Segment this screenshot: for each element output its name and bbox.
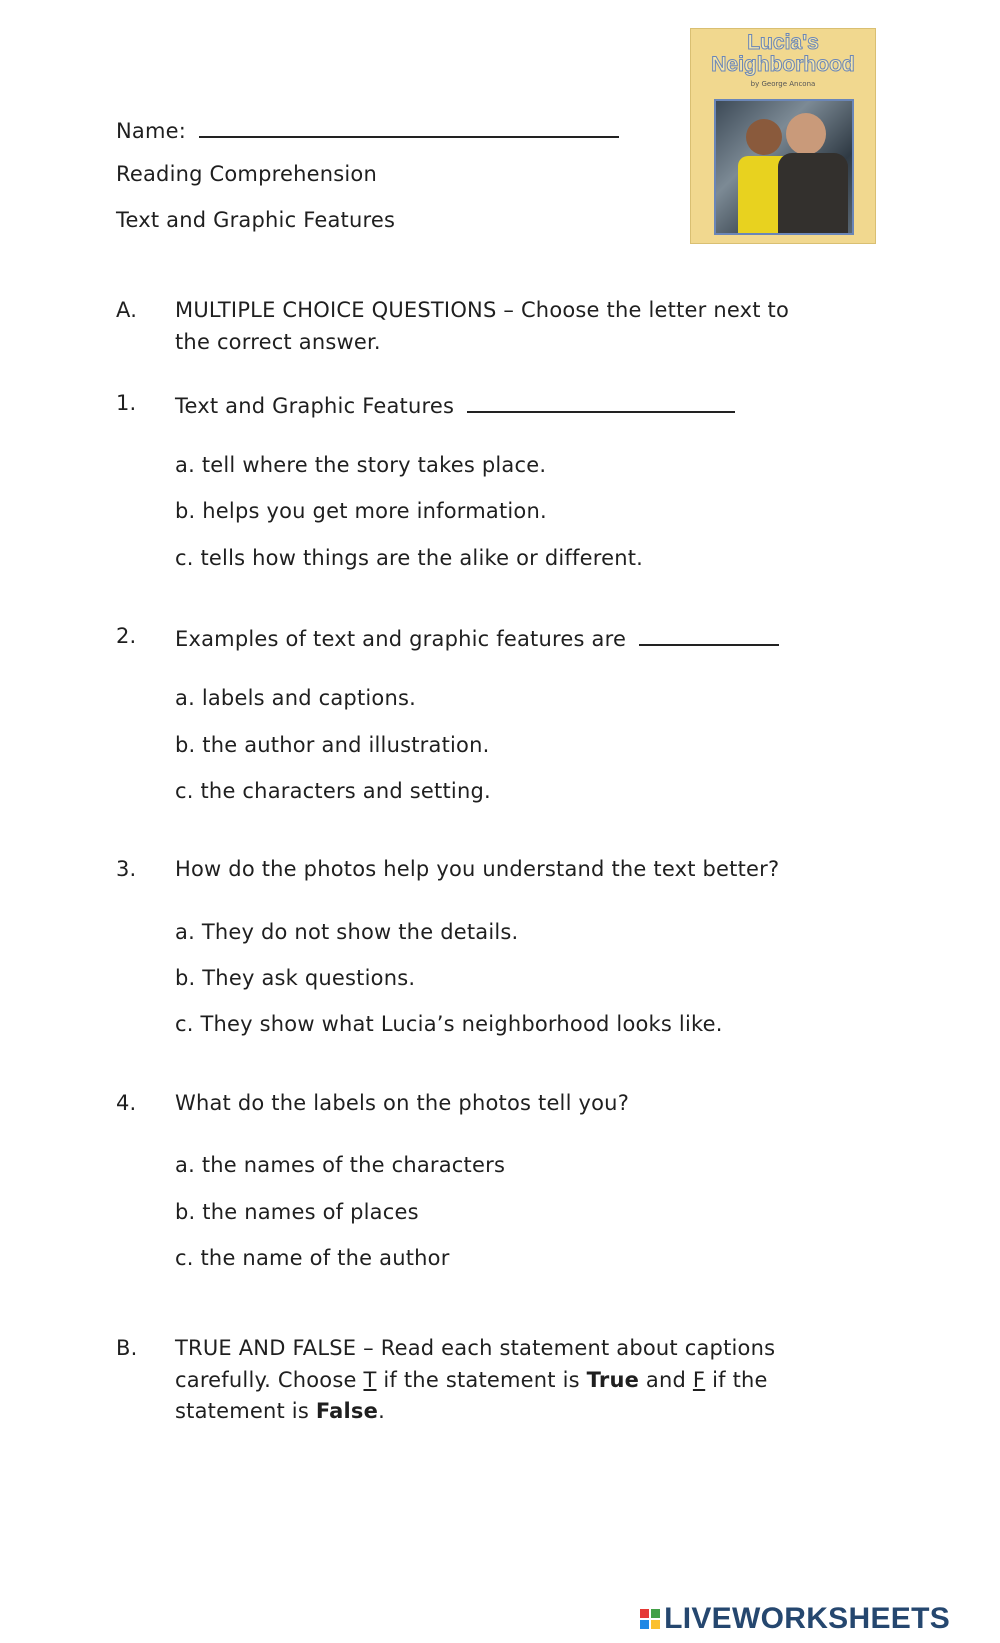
false-letter: F	[692, 1368, 706, 1392]
question-4-text: What do the labels on the photos tell you?	[175, 1091, 630, 1115]
section-a-instruction-2: the correct answer.	[175, 330, 381, 354]
question-1-option-c[interactable]: c. tells how things are the alike or different.	[175, 546, 644, 570]
question-3-text: How do the photos help you understand the text better?	[175, 857, 780, 881]
question-2-option-c[interactable]: c. the characters and setting.	[175, 779, 491, 803]
question-4-option-c[interactable]: c. the name of the author	[175, 1246, 450, 1270]
false-word: False	[315, 1399, 379, 1423]
question-2-option-b[interactable]: b. the author and illustration.	[175, 733, 490, 757]
book-cover-photo-icon	[714, 99, 854, 235]
question-4-number: 4.	[116, 1091, 137, 1115]
section-b-letter: B.	[116, 1336, 138, 1360]
question-2-blank[interactable]	[639, 624, 779, 646]
book-cover	[690, 28, 876, 244]
question-2-text: Examples of text and graphic features are	[175, 624, 779, 651]
name-label: Name:	[116, 119, 187, 143]
cover-byline: by George Ancona	[750, 80, 816, 88]
question-2-option-a[interactable]: a. labels and captions.	[175, 686, 416, 710]
cover-title: Lucia's Neighborhood	[711, 31, 855, 76]
question-2-number: 2.	[116, 624, 137, 648]
question-1-number: 1.	[116, 391, 137, 415]
question-1-blank[interactable]	[467, 391, 735, 413]
liveworksheets-logo-icon	[640, 1609, 660, 1629]
subject-heading: Reading Comprehension	[116, 162, 377, 186]
question-1-option-a[interactable]: a. tell where the story takes place.	[175, 453, 547, 477]
section-a-instruction-1: MULTIPLE CHOICE QUESTIONS – Choose the letter next to	[175, 298, 790, 322]
name-input-line[interactable]	[199, 116, 619, 138]
question-1-text: Text and Graphic Features	[175, 391, 735, 418]
question-3-number: 3.	[116, 857, 137, 881]
true-letter: T	[363, 1368, 377, 1392]
section-b-instruction-1: TRUE AND FALSE – Read each statement about captions	[175, 1336, 776, 1360]
question-4-option-b[interactable]: b. the names of places	[175, 1200, 419, 1224]
section-a-letter: A.	[116, 298, 138, 322]
topic-heading: Text and Graphic Features	[116, 208, 396, 232]
brand-name: LIVEWORKSHEETS	[664, 1602, 950, 1635]
true-word: True	[586, 1368, 640, 1392]
question-3-option-b[interactable]: b. They ask questions.	[175, 966, 416, 990]
question-4-option-a[interactable]: a. the names of the characters	[175, 1153, 506, 1177]
liveworksheets-logo	[640, 1602, 950, 1636]
question-1-option-b[interactable]: b. helps you get more information.	[175, 499, 547, 523]
question-3-option-c[interactable]: c. They show what Lucia’s neighborhood looks like.	[175, 1012, 723, 1036]
section-b-instruction-2: carefully. Choose T if the statement is True and F if the	[175, 1368, 768, 1392]
name-field	[116, 116, 619, 143]
question-3-option-a[interactable]: a. They do not show the details.	[175, 920, 519, 944]
section-b-instruction-3: statement is False.	[175, 1399, 385, 1423]
